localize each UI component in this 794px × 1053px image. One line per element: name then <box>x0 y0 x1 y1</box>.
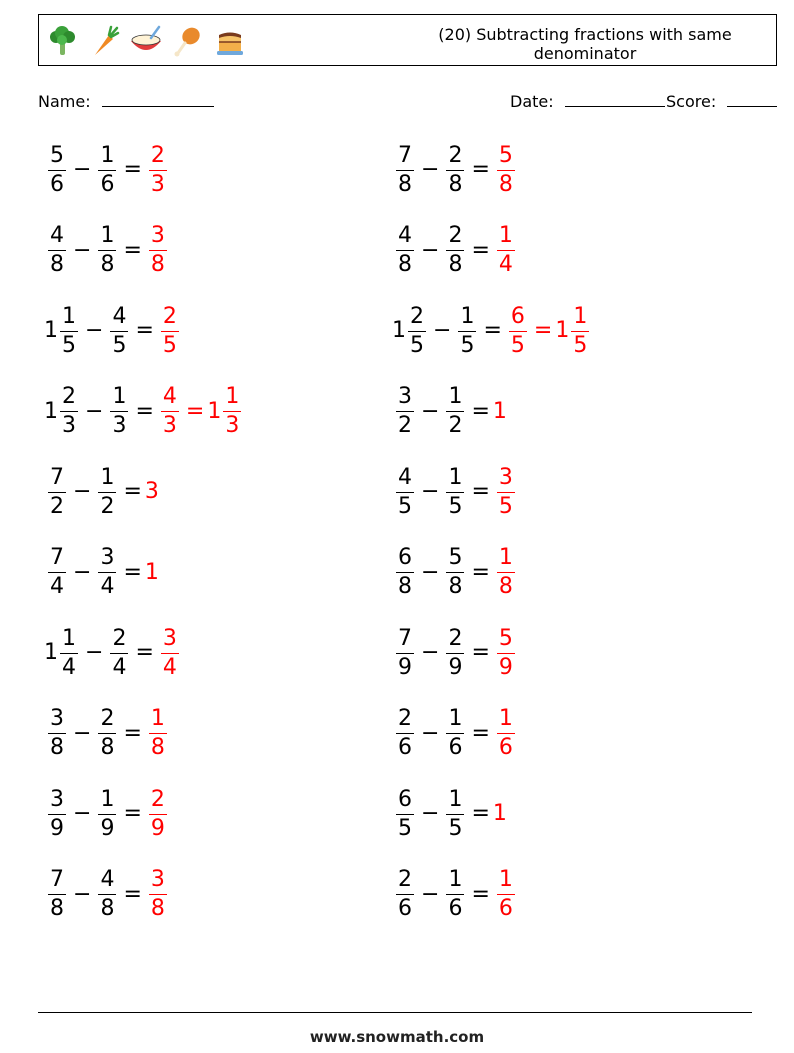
footer-divider <box>38 1012 752 1013</box>
broccoli-icon <box>45 24 79 58</box>
subtrahend-denominator: 2 <box>448 413 463 438</box>
minus-sign: − <box>421 640 440 665</box>
subtrahend-denominator: 4 <box>112 654 127 680</box>
answer <box>145 481 157 503</box>
minus-sign: − <box>421 479 440 504</box>
problem-item <box>392 138 519 202</box>
minuend-denominator: 6 <box>50 171 64 197</box>
subtrahend-denominator: 6 <box>448 735 463 760</box>
subtrahend-fraction <box>446 383 464 440</box>
subtrahend-fraction <box>98 464 116 521</box>
subtrahend-denominator: 5 <box>460 332 475 358</box>
minuend-whole: 1 <box>44 398 58 424</box>
minuend-numerator: 6 <box>398 545 412 570</box>
subtrahend-fraction <box>458 303 476 360</box>
subtrahend-fraction <box>110 625 128 682</box>
minus-sign: − <box>421 157 440 182</box>
subtrahend-denominator: 3 <box>112 413 127 438</box>
problem-item <box>44 782 171 846</box>
minuend-fraction <box>48 142 66 199</box>
answer <box>493 142 519 199</box>
subtrahend-denominator: 8 <box>448 574 463 599</box>
problem-item <box>392 299 593 363</box>
chicken-leg-icon <box>171 24 205 58</box>
answer-numerator: 4 <box>162 384 177 409</box>
minuend-denominator: 9 <box>50 815 64 841</box>
minuend-fraction <box>396 705 414 762</box>
answer <box>493 803 505 825</box>
minuend-denominator: 8 <box>50 252 64 277</box>
problem-item <box>44 702 171 766</box>
subtrahend-fraction <box>98 222 116 279</box>
subtrahend-numerator: 1 <box>100 464 115 490</box>
minuend-numerator: 3 <box>50 786 64 812</box>
answer <box>493 222 519 279</box>
answer-denominator: 3 <box>225 413 240 438</box>
subtrahend-numerator: 1 <box>448 384 463 409</box>
date-label: Date: <box>510 92 554 111</box>
answer <box>493 866 519 923</box>
equals-sign: = <box>471 640 490 665</box>
answer-denominator: 8 <box>150 735 165 760</box>
subtrahend-fraction <box>98 786 116 843</box>
answer <box>144 559 159 585</box>
answer-denominator: 5 <box>498 493 513 519</box>
minuend-denominator: 6 <box>398 896 412 921</box>
subtrahend-fraction <box>98 544 116 601</box>
subtrahend-fraction <box>98 705 116 762</box>
equals-sign: = <box>471 881 490 907</box>
equals-sign: = <box>123 720 142 746</box>
subtrahend-numerator: 5 <box>448 545 463 570</box>
answer-denominator: 4 <box>162 654 177 680</box>
problem-item <box>392 863 519 927</box>
minuend-numerator: 1 <box>62 303 76 329</box>
equals-sign: = <box>471 237 490 263</box>
minuend-fraction <box>408 303 426 360</box>
minuend-numerator: 2 <box>398 867 412 892</box>
answer-fraction <box>223 383 241 440</box>
subtrahend-fraction <box>98 866 116 923</box>
minuend-denominator: 4 <box>62 654 76 680</box>
minus-sign: − <box>421 881 440 907</box>
answer-denominator: 8 <box>150 896 165 921</box>
answer-fraction <box>161 625 179 682</box>
minuend-fraction <box>396 222 414 279</box>
minuend-numerator: 4 <box>398 464 412 490</box>
cake-icon <box>213 24 247 58</box>
subtrahend-fraction <box>446 705 464 762</box>
answer-fraction <box>497 866 515 923</box>
minuend-numerator: 1 <box>62 625 76 651</box>
minuend-fraction <box>60 303 78 360</box>
subtrahend-numerator: 1 <box>448 706 463 731</box>
answer-fraction <box>161 383 179 440</box>
answer-numerator: 1 <box>573 303 588 329</box>
answer-denominator: 5 <box>510 332 525 358</box>
minuend-numerator: 2 <box>62 384 76 409</box>
subtrahend-fraction <box>446 866 464 923</box>
problem-item <box>44 541 157 605</box>
worksheet-header <box>38 14 777 66</box>
answer-numerator: 1 <box>225 384 240 409</box>
answer-numerator: 2 <box>150 142 165 168</box>
minuend-fraction <box>48 544 66 601</box>
problem-item <box>392 702 519 766</box>
equals-sign: = <box>123 479 142 504</box>
minus-sign: − <box>73 237 92 263</box>
answer <box>492 398 507 424</box>
subtrahend-denominator: 2 <box>100 493 115 519</box>
subtrahend-fraction <box>98 142 116 199</box>
answer-numerator: 3 <box>162 625 177 651</box>
minuend-numerator: 6 <box>398 786 412 812</box>
subtrahend-numerator: 1 <box>100 223 115 248</box>
answer <box>493 625 519 682</box>
minuend-fraction <box>48 222 66 279</box>
minuend-fraction <box>396 866 414 923</box>
minuend-denominator: 4 <box>50 574 64 599</box>
subtrahend-denominator: 9 <box>100 815 115 841</box>
subtrahend-numerator: 2 <box>448 625 463 651</box>
answer-denominator: 8 <box>150 252 165 277</box>
minuend-denominator: 3 <box>62 413 76 438</box>
answer <box>493 464 519 521</box>
minuend-numerator: 7 <box>398 142 412 168</box>
answer-equals-sign: = <box>185 398 205 424</box>
minuend-denominator: 8 <box>50 896 64 921</box>
answer-numerator: 6 <box>510 303 525 329</box>
subtrahend-denominator: 4 <box>100 574 115 599</box>
answer <box>145 786 171 843</box>
answer-equals-sign: = <box>533 318 553 343</box>
minuend-fraction <box>396 786 414 843</box>
equals-sign: = <box>123 157 142 182</box>
equals-sign: = <box>123 801 142 826</box>
minus-sign: − <box>73 479 92 504</box>
subtrahend-numerator: 1 <box>112 384 127 409</box>
answer-fraction <box>497 705 515 762</box>
minus-sign: − <box>433 318 452 343</box>
answer-whole: 1 <box>555 318 570 343</box>
answer-whole: 1 <box>492 801 507 826</box>
subtrahend-numerator: 2 <box>448 142 463 168</box>
problem-item <box>392 621 519 685</box>
subtrahend-denominator: 5 <box>448 493 463 519</box>
minuend-numerator: 7 <box>398 625 412 651</box>
minus-sign: − <box>73 801 92 826</box>
answer-numerator: 5 <box>498 142 513 168</box>
minuend-fraction <box>396 142 414 199</box>
answer-fraction <box>149 142 167 199</box>
answer-fraction <box>161 303 179 360</box>
answer-fraction <box>509 303 527 360</box>
subtrahend-numerator: 2 <box>112 625 127 651</box>
minuend-fraction <box>60 625 78 682</box>
answer-numerator: 3 <box>150 867 165 892</box>
answer-fraction <box>497 544 515 601</box>
answer-denominator: 6 <box>498 896 513 921</box>
minus-sign: − <box>73 881 92 907</box>
minus-sign: − <box>421 559 440 585</box>
answer-fraction <box>497 222 515 279</box>
equals-sign: = <box>471 801 490 826</box>
answer-denominator: 4 <box>498 252 513 277</box>
minuend-numerator: 3 <box>50 706 64 731</box>
problem-item <box>44 621 183 685</box>
subtrahend-fraction <box>446 222 464 279</box>
minuend-fraction <box>48 464 66 521</box>
problem-item <box>44 138 171 202</box>
problem-item <box>44 380 245 444</box>
name-field[interactable] <box>38 92 214 112</box>
answer <box>157 625 183 682</box>
answer-whole: 1 <box>207 398 222 424</box>
minuend-denominator: 8 <box>50 735 64 760</box>
rice-bowl-icon <box>129 24 163 58</box>
minuend-fraction <box>60 383 78 440</box>
footer-url: www.snowmath.com <box>309 1028 485 1046</box>
minus-sign: − <box>421 398 440 424</box>
subtrahend-numerator: 1 <box>100 142 115 168</box>
minuend-fraction <box>48 705 66 762</box>
subtrahend-denominator: 8 <box>100 735 115 760</box>
answer-fraction <box>149 866 167 923</box>
answer <box>493 705 519 762</box>
subtrahend-denominator: 5 <box>112 332 127 358</box>
score-field[interactable] <box>666 92 777 112</box>
answer-denominator: 5 <box>162 332 177 358</box>
subtrahend-fraction <box>446 464 464 521</box>
subtrahend-denominator: 9 <box>448 654 463 680</box>
answer <box>145 142 171 199</box>
answer-numerator: 1 <box>498 223 513 248</box>
minuend-numerator: 2 <box>410 303 424 329</box>
answer-numerator: 3 <box>150 223 165 248</box>
problem-item <box>44 299 183 363</box>
minus-sign: − <box>73 157 92 182</box>
equals-sign: = <box>123 559 142 585</box>
answer-denominator: 3 <box>162 413 177 438</box>
minuend-denominator: 2 <box>50 493 64 519</box>
subtrahend-numerator: 2 <box>448 223 463 248</box>
minuend-whole: 1 <box>392 318 406 343</box>
subtrahend-numerator: 1 <box>100 786 115 812</box>
subtrahend-denominator: 5 <box>448 815 463 841</box>
equals-sign: = <box>471 559 490 585</box>
problem-item <box>44 219 171 283</box>
name-blank[interactable] <box>102 92 214 107</box>
answer <box>145 866 171 923</box>
subtrahend-fraction <box>110 383 128 440</box>
equals-sign: = <box>135 318 154 343</box>
subtrahend-numerator: 1 <box>460 303 475 329</box>
subtrahend-denominator: 6 <box>448 896 463 921</box>
minus-sign: − <box>85 640 104 665</box>
minus-sign: − <box>73 720 92 746</box>
minus-sign: − <box>85 398 104 424</box>
problem-item <box>44 863 171 927</box>
minuend-denominator: 9 <box>398 654 412 680</box>
answer-fraction <box>149 222 167 279</box>
answer-whole: 1 <box>144 559 159 585</box>
minuend-numerator: 7 <box>50 464 64 490</box>
minuend-denominator: 8 <box>398 171 412 197</box>
subtrahend-denominator: 8 <box>100 896 115 921</box>
minus-sign: − <box>421 720 440 746</box>
minuend-denominator: 2 <box>398 413 412 438</box>
answer-numerator: 3 <box>498 464 513 490</box>
minus-sign: − <box>85 318 104 343</box>
score-blank[interactable] <box>727 92 777 107</box>
equals-sign: = <box>123 881 142 907</box>
problem-item <box>392 782 505 846</box>
carrot-icon <box>87 24 121 58</box>
answer-fraction <box>149 786 167 843</box>
subtrahend-numerator: 1 <box>448 786 463 812</box>
subtrahend-numerator: 1 <box>448 464 463 490</box>
subtrahend-numerator: 3 <box>100 545 115 570</box>
subtrahend-numerator: 2 <box>100 706 115 731</box>
answer <box>493 544 519 601</box>
minuend-numerator: 4 <box>50 223 64 248</box>
subtrahend-fraction <box>446 625 464 682</box>
problem-item <box>392 460 519 524</box>
minuend-whole: 1 <box>44 640 58 665</box>
problem-item <box>44 460 157 524</box>
answer-numerator: 5 <box>498 625 513 651</box>
subtrahend-fraction <box>446 544 464 601</box>
subtrahend-denominator: 6 <box>100 171 115 197</box>
minuend-fraction <box>396 464 414 521</box>
minuend-denominator: 8 <box>398 252 412 277</box>
answer <box>157 383 245 440</box>
answer-denominator: 6 <box>498 735 513 760</box>
equals-sign: = <box>135 640 154 665</box>
minuend-denominator: 5 <box>398 815 412 841</box>
answer-denominator: 9 <box>150 815 165 841</box>
answer <box>505 303 593 360</box>
minus-sign: − <box>421 237 440 263</box>
answer <box>145 705 171 762</box>
answer-numerator: 1 <box>498 706 513 731</box>
equals-sign: = <box>123 237 142 263</box>
equals-sign: = <box>471 720 490 746</box>
answer-fraction <box>571 303 589 360</box>
answer-denominator: 8 <box>498 171 513 197</box>
answer-denominator: 5 <box>573 332 588 358</box>
minus-sign: − <box>421 801 440 826</box>
minuend-numerator: 2 <box>398 706 412 731</box>
answer-fraction <box>497 142 515 199</box>
equals-sign: = <box>471 157 490 182</box>
answer-numerator: 1 <box>498 545 513 570</box>
subtrahend-numerator: 4 <box>112 303 127 329</box>
minus-sign: − <box>73 559 92 585</box>
subtrahend-fraction <box>110 303 128 360</box>
minuend-denominator: 6 <box>398 735 412 760</box>
subtrahend-numerator: 1 <box>448 867 463 892</box>
date-blank[interactable] <box>565 92 665 107</box>
worksheet-title: (20) Subtracting fractions with same denominator <box>438 25 732 63</box>
minuend-denominator: 8 <box>398 574 412 599</box>
subtrahend-numerator: 4 <box>100 867 115 892</box>
minuend-denominator: 5 <box>62 332 76 358</box>
minuend-fraction <box>396 383 414 440</box>
name-label: Name: <box>38 92 91 111</box>
minuend-denominator: 5 <box>410 332 424 358</box>
minuend-fraction <box>48 786 66 843</box>
subtrahend-denominator: 8 <box>448 171 463 197</box>
answer-numerator: 2 <box>150 786 165 812</box>
answer-denominator: 8 <box>498 574 513 599</box>
minuend-numerator: 7 <box>50 545 64 570</box>
answer-denominator: 3 <box>150 171 165 197</box>
date-field[interactable] <box>510 92 665 112</box>
problem-item <box>392 380 505 444</box>
equals-sign: = <box>483 318 502 343</box>
minuend-fraction <box>396 625 414 682</box>
subtrahend-denominator: 8 <box>448 252 463 277</box>
answer-whole: 3 <box>144 479 159 504</box>
score-label: Score: <box>666 92 717 111</box>
minuend-numerator: 5 <box>50 142 64 168</box>
minuend-fraction <box>396 544 414 601</box>
header-icons <box>45 21 247 61</box>
equals-sign: = <box>471 479 490 504</box>
minuend-numerator: 7 <box>50 867 64 892</box>
minuend-numerator: 3 <box>398 384 412 409</box>
answer-numerator: 1 <box>150 706 165 731</box>
equals-sign: = <box>135 398 154 424</box>
subtrahend-denominator: 8 <box>100 252 115 277</box>
answer-fraction <box>497 625 515 682</box>
answer-fraction <box>149 705 167 762</box>
equals-sign: = <box>471 398 490 424</box>
subtrahend-fraction <box>446 142 464 199</box>
minuend-denominator: 5 <box>398 493 412 519</box>
minuend-whole: 1 <box>44 318 58 343</box>
answer <box>145 222 171 279</box>
problem-item <box>392 219 519 283</box>
minuend-fraction <box>48 866 66 923</box>
answer-numerator: 1 <box>498 867 513 892</box>
problem-item <box>392 541 519 605</box>
subtrahend-fraction <box>446 786 464 843</box>
answer-whole: 1 <box>492 398 507 424</box>
answer-denominator: 9 <box>498 654 513 680</box>
answer-fraction <box>497 464 515 521</box>
minuend-numerator: 4 <box>398 223 412 248</box>
answer <box>157 303 183 360</box>
answer-numerator: 2 <box>162 303 177 329</box>
